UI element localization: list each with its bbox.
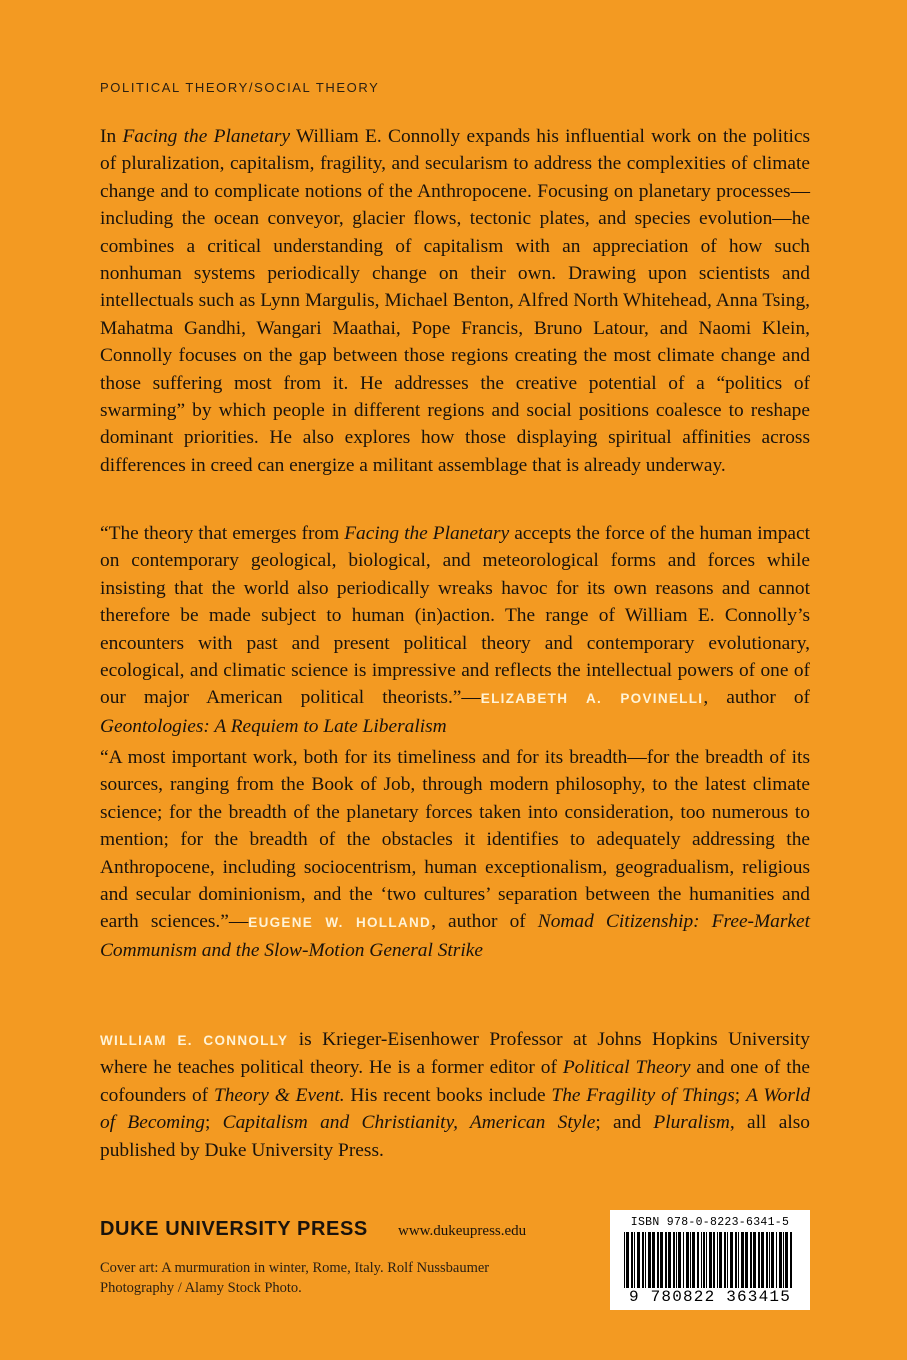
bio-italic-1: Political Theory: [562, 1057, 691, 1079]
barcode-bar: [761, 1232, 764, 1288]
barcode-bar: [738, 1232, 739, 1288]
bio-text-2: and one of the cofounders of: [100, 1057, 810, 1106]
bio-text-5: ;: [204, 1112, 223, 1134]
book-description: [100, 123, 810, 479]
barcode-bar: [660, 1232, 663, 1288]
barcode-bar: [678, 1232, 681, 1288]
barcode-bar: [676, 1232, 677, 1288]
barcode-bar: [713, 1232, 715, 1288]
barcode-bar: [753, 1232, 756, 1288]
author-bio: [100, 1026, 810, 1164]
blurb-holland: [100, 744, 810, 964]
barcode-bar: [648, 1232, 651, 1288]
description-intro: In: [100, 126, 123, 147]
quote1-author-of: , author of: [703, 687, 811, 709]
bio-text-1: is Krieger-Eisenhower Professor at Johns Hopkins University where he teaches political theory. He is a former editor of: [100, 1029, 811, 1079]
description-body: William E. Connolly expands his influential work on the politics of pluralization, capitalism, fragility, and secularism to address the complexities of climate change and to complicate notions of the Anthropocene. Focusing on planetary processes—including the ocean conveyor, glacier flows, tectonic plates, and species evolution—he combines a critical understanding of capitalism with an appreciation of how such nonhuman systems periodically change on their own. Drawing upon scientists and intellectuals such as Lynn Margulis, Michael Benton, Alfred North Whitehead, Anna Tsing, Mahatma Gandhi, Wangari Maathai, Pope Francis, Bruno Latour, and Naomi Klein, Connolly focuses on the gap between those regions creating the most climate change and those suffering most from it. He addresses the creative potential of a “politics of swarming” by which people in different regions and social positions coalesce to reshape dominant priorities. He also explores how those displaying spiritual affinities across differences in creed can energize a militant assemblage that is already underway.: [100, 126, 810, 476]
barcode-bar: [692, 1232, 695, 1288]
barcode-bar: [745, 1232, 748, 1288]
cover-credit: Cover art: A murmuration in winter, Rome, Italy. Rolf Nussbaumer Photography / Alamy Stock Photo.: [100, 1260, 490, 1296]
barcode-bar: [785, 1232, 788, 1288]
category-label: POLITICAL THEORY/SOCIAL THEORY: [100, 80, 380, 95]
isbn-label: ISBN 978-0-8223-6341-5: [630, 1216, 790, 1229]
bio-italic-5: Capitalism and Christianity, American Style: [222, 1112, 596, 1134]
barcode-bar: [626, 1232, 629, 1288]
barcode-bar: [724, 1232, 726, 1288]
bio-text-6: ; and: [595, 1112, 654, 1134]
barcode-bar: [783, 1232, 784, 1288]
barcode-bar: [750, 1232, 752, 1288]
barcode-bar: [703, 1232, 705, 1288]
barcode-bar: [668, 1232, 671, 1288]
barcode-bar: [717, 1232, 718, 1288]
barcode-bar: [727, 1232, 728, 1288]
barcode-bar: [697, 1232, 699, 1288]
barcode-bar: [637, 1232, 640, 1288]
barcode-bar: [686, 1232, 689, 1288]
barcode-bar: [665, 1232, 667, 1288]
bio-italic-2: Theory & Event.: [213, 1084, 345, 1106]
barcode-bars: [624, 1232, 796, 1288]
barcode-bar: [719, 1232, 722, 1288]
barcode-bar: [730, 1232, 733, 1288]
publisher-url: www.dukeupress.edu: [398, 1223, 527, 1239]
barcode-bar: [690, 1232, 691, 1288]
barcode-bar: [673, 1232, 675, 1288]
barcode-bar: [657, 1232, 659, 1288]
quote1-title: Facing the Planetary: [344, 523, 510, 544]
barcode-bar: [624, 1232, 625, 1288]
barcode-bar: [652, 1232, 655, 1288]
quote1-body: accepts the force of the human impact on contemporary geological, biological, and meteorological forms and forces while insisting that the world also periodically wreaks havoc for its own reasons and cannot therefore be made subject to human (in)action. The range of William E. Connolly’s encounters with past and present political theory and contemporary evolutionary, ecological, and climatic science is impressive and reflects the intellectual powers of one of our major American political theorists.”—: [100, 523, 810, 709]
barcode-bar: [776, 1232, 777, 1288]
blurb-povinelli: [100, 520, 810, 740]
barcode-bar: [769, 1232, 770, 1288]
barcode-digits: 9 780822 363415: [628, 1288, 792, 1306]
barcode-bar: [790, 1232, 792, 1288]
barcode-bar: [735, 1232, 737, 1288]
barcode-bar: [706, 1232, 707, 1288]
barcode-bar: [709, 1232, 712, 1288]
barcode-bar: [642, 1232, 644, 1288]
isbn-barcode: [610, 1210, 810, 1310]
barcode-bar: [683, 1232, 684, 1288]
quote2-author: EUGENE W. HOLLAND: [248, 915, 432, 931]
barcode-bar: [741, 1232, 744, 1288]
barcode-bar: [758, 1232, 760, 1288]
bio-text-7: , all also published by Duke University Press.: [100, 1112, 810, 1161]
barcode-bar: [771, 1232, 774, 1288]
bio-italic-3: The Fragility of Things: [551, 1084, 735, 1106]
quote1-author: ELIZABETH A. POVINELLI: [480, 691, 704, 707]
bio-author-name: WILLIAM E. CONNOLLY: [100, 1033, 289, 1048]
bio-italic-4: A World of Becoming: [100, 1084, 811, 1134]
publisher-name: DUKE UNIVERSITY PRESS: [100, 1218, 368, 1240]
bio-text-3: His recent books include: [344, 1084, 552, 1106]
barcode-bar: [634, 1232, 635, 1288]
barcode-bar: [766, 1232, 768, 1288]
quote2-body: “A most important work, both for its timeliness and for its breadth—for the breadth of its sources, ranging from the Book of Job, through modern philosophy, to the latest climate science; for the breadth of the planetary forces taken into consideration, too numerous to mention; for the breadth of the obstacles it identifies to adequately addressing the Anthropocene, including sociocentrism, human exceptionalism, geogradualism, religious and secular dominionism, and the ‘two cultures’ separation between the humanities and earth sciences.”—: [100, 747, 810, 933]
quote2-work: Nomad Citizenship: Free-Market Communism and the Slow-Motion General Strike: [100, 911, 811, 961]
barcode-bar: [645, 1232, 646, 1288]
description-book-title: Facing the Planetary: [122, 126, 291, 147]
quote1-work: Geontologies: A Requiem to Late Liberalism: [100, 715, 447, 737]
barcode-bar: [779, 1232, 782, 1288]
barcode-bar: [631, 1232, 633, 1288]
quote2-author-of: , author of: [431, 911, 538, 933]
bio-text-4: ;: [734, 1084, 746, 1106]
barcode-bar: [701, 1232, 702, 1288]
bio-italic-6: Pluralism: [653, 1112, 730, 1134]
quote1-open: “The theory that emerges from: [100, 523, 345, 544]
